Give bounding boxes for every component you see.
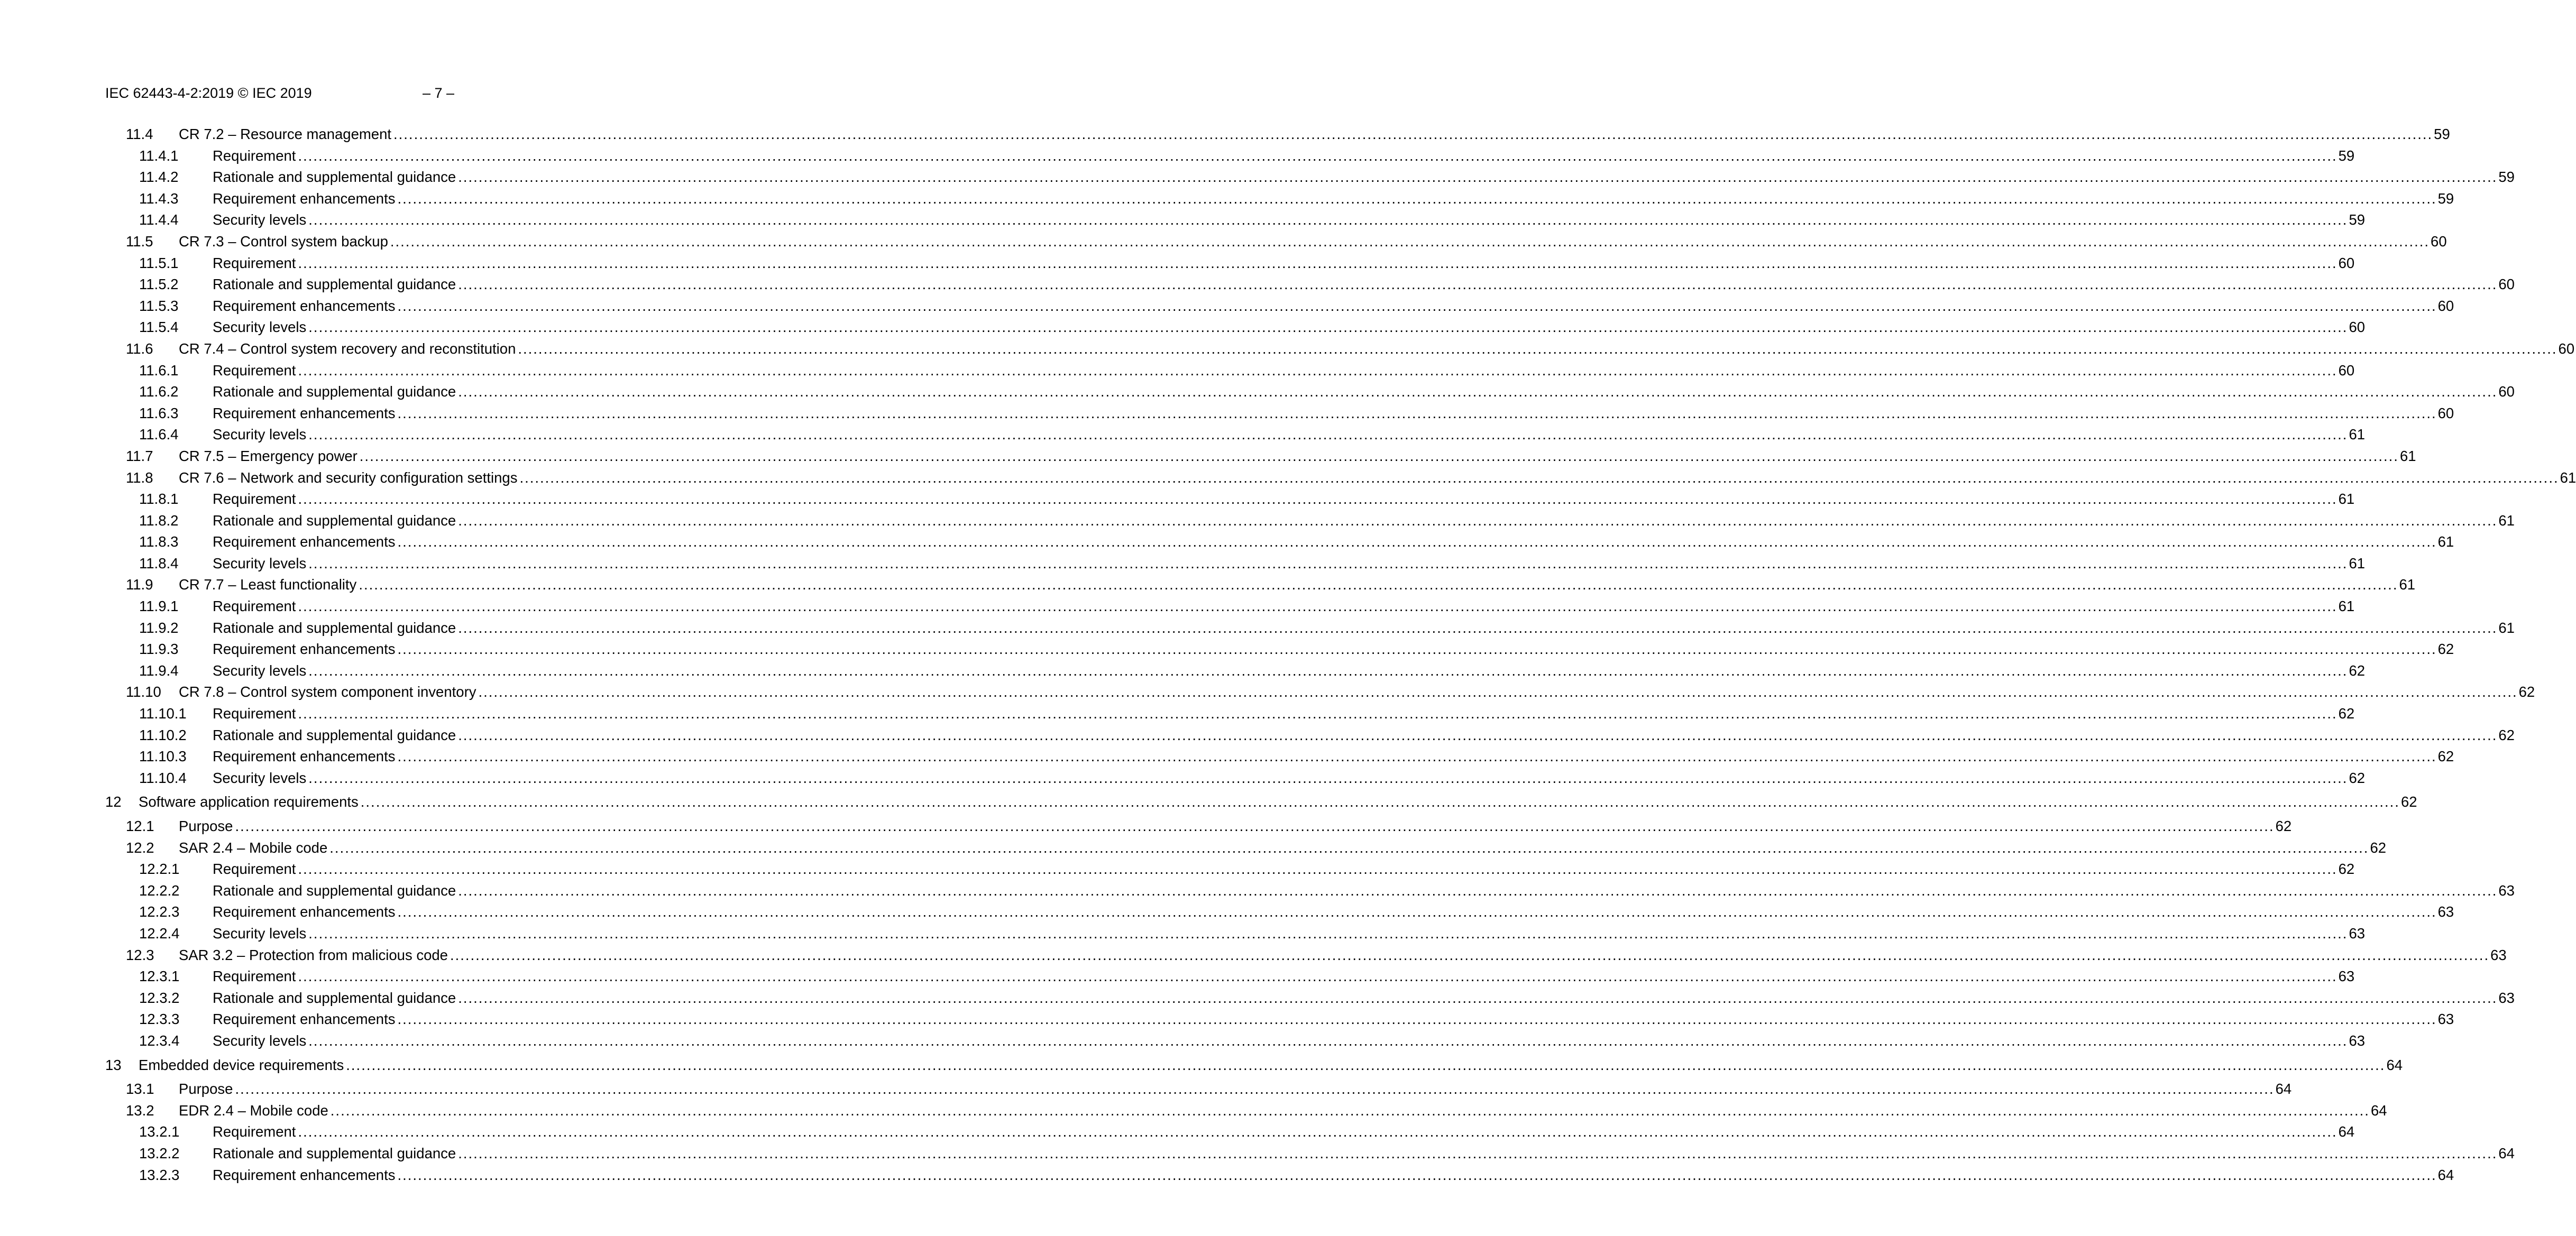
dot-leader: ................................................................................................................................................................................................................................................................................................................................................................................................................ — [298, 491, 2337, 508]
toc-entry-leader-line — [213, 488, 2355, 510]
page-number: – 7 – — [423, 85, 455, 101]
dot-leader: ................................................................................................................................................................................................................................................................................................................................................................................................................ — [458, 619, 2498, 636]
toc-entry-page: 60 — [2431, 233, 2447, 250]
toc-entry[interactable] — [0, 188, 2454, 210]
toc-entry-page: 62 — [2349, 662, 2366, 679]
toc-entry-title[interactable]: Rationale and supplemental guidance — [213, 725, 458, 746]
toc-entry-title[interactable]: CR 7.7 – Least functionality — [179, 574, 359, 596]
toc-entry-title[interactable]: Software application requirements — [139, 791, 361, 813]
toc-entry-number: 11.4 — [126, 126, 153, 142]
toc-entry-number: 12.3 — [126, 946, 154, 963]
toc-entry-title[interactable]: Rationale and supplemental guidance — [213, 167, 458, 188]
toc-entry-title[interactable]: Requirement enhancements — [213, 746, 397, 768]
toc-entry[interactable] — [0, 966, 2355, 988]
toc-entry-page: 61 — [2349, 426, 2366, 443]
dot-leader: ................................................................................................................................................................................................................................................................................................................................................................................................................ — [458, 383, 2498, 400]
toc-entry-number: 12.2.2 — [139, 882, 180, 899]
toc-entry-leader-line — [179, 837, 2387, 859]
toc-entry-number: 11.9 — [126, 576, 153, 593]
dot-leader: ................................................................................................................................................................................................................................................................................................................................................................................................................ — [298, 861, 2337, 878]
toc-entry[interactable] — [0, 167, 2515, 188]
toc-entry-title[interactable]: Security levels — [213, 209, 308, 231]
toc-entry-page: 59 — [2434, 126, 2450, 142]
toc-entry-leader-line — [179, 338, 2575, 360]
toc-entry-leader-line — [213, 317, 2366, 338]
toc-entry-leader-line — [213, 768, 2366, 789]
toc-entry-number: 11.8.2 — [139, 512, 179, 529]
toc-entry-number: 11.6.4 — [139, 426, 179, 443]
toc-entry[interactable] — [0, 424, 2366, 446]
dot-leader: ................................................................................................................................................................................................................................................................................................................................................................................................................ — [298, 147, 2337, 164]
toc-entry-page: 61 — [2498, 512, 2515, 529]
toc-entry-number: 11.6.3 — [139, 404, 179, 421]
toc-entry-page: 61 — [2399, 447, 2416, 464]
toc-entry-page: 63 — [2349, 1032, 2366, 1049]
toc-entry-page: 62 — [2275, 818, 2292, 834]
toc-entry-title[interactable]: Requirement — [213, 596, 298, 617]
toc-entry-number: 11.5.3 — [139, 297, 179, 314]
toc-entry[interactable] — [0, 746, 2454, 768]
toc-entry-leader-line — [213, 966, 2355, 988]
toc-entry-page: 62 — [2498, 726, 2515, 743]
toc-entry-leader-line — [213, 510, 2515, 532]
toc-entry-leader-line — [179, 231, 2447, 253]
toc-entry-number: 12.2.1 — [139, 861, 180, 878]
toc-entry-title[interactable]: Security levels — [213, 1030, 308, 1052]
toc-entry-page: 60 — [2437, 297, 2454, 314]
toc-entry-page: 64 — [2386, 1056, 2403, 1073]
toc-entry-leader-line — [213, 274, 2515, 296]
toc-entry[interactable] — [0, 1143, 2515, 1165]
toc-entry-leader-line — [213, 639, 2454, 660]
dot-leader: ................................................................................................................................................................................................................................................................................................................................................................................................................ — [397, 190, 2437, 207]
toc-entry-number: 11.10.3 — [139, 748, 187, 765]
dot-leader: ................................................................................................................................................................................................................................................................................................................................................................................................................ — [308, 662, 2348, 679]
toc-entry-page: 62 — [2349, 769, 2366, 786]
toc-entry-title[interactable]: Embedded device requirements — [139, 1055, 346, 1076]
toc-entry-number: 11.10 — [126, 684, 161, 700]
toc-entry-page: 59 — [2338, 147, 2355, 164]
toc-entry-number: 11.5 — [126, 233, 153, 250]
toc-entry-title[interactable]: Requirement — [213, 1121, 298, 1143]
dot-leader: ................................................................................................................................................................................................................................................................................................................................................................................................................ — [519, 469, 2559, 486]
toc-entry-number: 11.4.3 — [139, 190, 179, 207]
toc-entry-page: 60 — [2498, 383, 2515, 400]
toc-entry-title[interactable]: Rationale and supplemental guidance — [213, 617, 458, 639]
toc-entry-number: 11.4.4 — [139, 211, 179, 228]
toc-entry-leader-line — [213, 553, 2366, 575]
toc-entry-leader-line — [213, 901, 2454, 923]
toc-entry-title[interactable]: Requirement enhancements — [213, 639, 397, 660]
toc-entry-title[interactable]: Requirement — [213, 966, 298, 988]
toc-entry[interactable] — [0, 1100, 2387, 1122]
toc-entry-leader-line — [213, 403, 2454, 425]
toc-entry[interactable] — [0, 274, 2515, 296]
dot-leader: ................................................................................................................................................................................................................................................................................................................................................................................................................ — [359, 447, 2399, 464]
toc-entry-number: 11.8.1 — [139, 491, 179, 508]
dot-leader: ................................................................................................................................................................................................................................................................................................................................................................................................................ — [308, 555, 2348, 571]
toc-entry-number: 12.3.2 — [139, 989, 180, 1006]
toc-entry-leader-line — [213, 859, 2355, 880]
toc-entry[interactable] — [0, 553, 2366, 575]
toc-entry[interactable] — [0, 1165, 2454, 1186]
toc-entry[interactable] — [0, 923, 2366, 945]
toc-entry[interactable] — [0, 1078, 2292, 1100]
toc-entry-number: 13 — [105, 1056, 122, 1073]
dot-leader: ................................................................................................................................................................................................................................................................................................................................................................................................................ — [298, 254, 2337, 271]
toc-entry-title[interactable]: Requirement enhancements — [213, 1165, 397, 1186]
toc-entry[interactable] — [0, 317, 2366, 338]
toc-entry-leader-line — [179, 681, 2535, 703]
toc-entry-page: 62 — [2518, 684, 2535, 700]
toc-entry-leader-line — [213, 1165, 2454, 1186]
toc-entry-leader-line — [179, 574, 2416, 596]
toc-entry-page: 64 — [2437, 1166, 2454, 1183]
toc-entry-title[interactable]: Requirement — [213, 253, 298, 274]
toc-entry-title[interactable]: CR 7.5 – Emergency power — [179, 446, 360, 467]
toc-entry-number: 11.6.2 — [139, 383, 179, 400]
dot-leader: ................................................................................................................................................................................................................................................................................................................................................................................................................ — [393, 126, 2433, 142]
toc-entry-number: 11.9.4 — [139, 662, 179, 679]
toc-entry-number: 11.4.1 — [139, 147, 179, 164]
dot-leader: ................................................................................................................................................................................................................................................................................................................................................................................................................ — [458, 989, 2498, 1006]
toc-entry[interactable] — [0, 768, 2366, 789]
dot-leader: ................................................................................................................................................................................................................................................................................................................................................................................................................ — [397, 404, 2437, 421]
page-header — [105, 85, 455, 102]
toc-entry-page: 61 — [2560, 469, 2576, 486]
toc-entry[interactable] — [0, 446, 2416, 467]
toc-entry-leader-line — [213, 1143, 2515, 1165]
toc-entry-leader-line — [213, 296, 2454, 317]
toc-entry-leader-line — [213, 1009, 2454, 1030]
toc-entry-number: 12.2.3 — [139, 903, 180, 920]
toc-entry-number: 11.8.3 — [139, 533, 179, 550]
toc-entry[interactable] — [0, 360, 2355, 382]
toc-entry-title[interactable]: Rationale and supplemental guidance — [213, 880, 458, 902]
toc-entry[interactable] — [0, 791, 2417, 813]
toc-entry[interactable] — [0, 945, 2507, 966]
toc-entry[interactable] — [0, 574, 2416, 596]
toc-entry-title[interactable]: Purpose — [179, 816, 235, 837]
toc-entry-leader-line — [179, 124, 2450, 145]
toc-entry-leader-line — [213, 1030, 2366, 1052]
dot-leader: ................................................................................................................................................................................................................................................................................................................................................................................................................ — [397, 1166, 2437, 1183]
toc-entry[interactable] — [0, 510, 2515, 532]
toc-entry-title[interactable]: Requirement — [213, 145, 298, 167]
toc-entry-title[interactable]: Security levels — [213, 424, 308, 446]
toc-entry[interactable] — [0, 681, 2535, 703]
toc-entry-number: 13.2.3 — [139, 1166, 180, 1183]
dot-leader: ................................................................................................................................................................................................................................................................................................................................................................................................................ — [308, 1032, 2348, 1049]
toc-entry-page: 60 — [2437, 404, 2454, 421]
toc-entry-page: 61 — [2338, 491, 2355, 508]
toc-entry-leader-line — [213, 880, 2515, 902]
toc-entry[interactable] — [0, 403, 2454, 425]
toc-entry-number: 12.3.4 — [139, 1032, 180, 1049]
toc-entry-number: 11.8.4 — [139, 555, 179, 571]
toc-entry-page: 61 — [2338, 598, 2355, 615]
toc-entry-leader-line — [213, 746, 2454, 768]
standard-designation: IEC 62443-4-2:2019 © IEC 2019 — [105, 85, 312, 101]
toc-entry-title[interactable]: Rationale and supplemental guidance — [213, 381, 458, 403]
toc-entry[interactable] — [0, 988, 2515, 1009]
toc-entry-title[interactable]: Rationale and supplemental guidance — [213, 1143, 458, 1165]
toc-entry-page: 59 — [2498, 169, 2515, 186]
toc-entry-title[interactable]: SAR 3.2 – Protection from malicious code — [179, 945, 450, 966]
toc-entry-number: 11.9.3 — [139, 641, 179, 658]
dot-leader: ................................................................................................................................................................................................................................................................................................................................................................................................................ — [308, 769, 2348, 786]
toc-entry-leader-line — [213, 725, 2515, 746]
toc-entry-leader-line — [213, 360, 2355, 382]
toc-entry-page: 64 — [2498, 1145, 2515, 1161]
toc-entry-page: 62 — [2370, 839, 2387, 856]
toc-entry-leader-line — [213, 531, 2454, 553]
toc-entry-leader-line — [179, 446, 2416, 467]
toc-entry-number: 11.6.1 — [139, 362, 179, 379]
toc-entry-page: 62 — [2400, 794, 2417, 810]
toc-entry-page: 63 — [2338, 968, 2355, 985]
toc-entry-number: 12.3.3 — [139, 1011, 180, 1028]
toc-entry[interactable] — [0, 639, 2454, 660]
toc-entry[interactable] — [0, 596, 2355, 617]
toc-entry-leader-line — [213, 703, 2355, 725]
dot-leader: ................................................................................................................................................................................................................................................................................................................................................................................................................ — [397, 748, 2437, 765]
toc-entry-page: 62 — [2338, 705, 2355, 722]
toc-entry-page: 63 — [2498, 989, 2515, 1006]
toc-entry[interactable] — [0, 703, 2355, 725]
table-of-contents — [0, 124, 2576, 1186]
toc-entry[interactable] — [0, 859, 2355, 880]
toc-entry-title[interactable]: CR 7.6 – Network and security configuration settings — [179, 467, 519, 489]
toc-entry-title[interactable]: Security levels — [213, 923, 308, 945]
toc-entry[interactable] — [0, 837, 2387, 859]
dot-leader: ................................................................................................................................................................................................................................................................................................................................................................................................................ — [397, 1011, 2437, 1028]
toc-entry-title[interactable]: SAR 2.4 – Mobile code — [179, 837, 329, 859]
toc-entry-number: 11.4.2 — [139, 169, 179, 186]
toc-entry[interactable] — [0, 338, 2575, 360]
dot-leader: ................................................................................................................................................................................................................................................................................................................................................................................................................ — [346, 1056, 2386, 1073]
toc-entry[interactable] — [0, 660, 2366, 682]
toc-entry-number: 11.10.1 — [139, 705, 187, 722]
toc-entry[interactable] — [0, 531, 2454, 553]
toc-entry-title[interactable]: Requirement enhancements — [213, 1009, 397, 1030]
toc-entry-leader-line — [213, 209, 2366, 231]
dot-leader: ................................................................................................................................................................................................................................................................................................................................................................................................................ — [458, 1145, 2498, 1161]
toc-entry-leader-line — [139, 791, 2417, 813]
toc-entry-number: 11.6 — [126, 340, 153, 357]
toc-entry-title[interactable]: Purpose — [179, 1078, 235, 1100]
toc-entry-leader-line — [213, 988, 2515, 1009]
dot-leader: ................................................................................................................................................................................................................................................................................................................................................................................................................ — [329, 839, 2369, 856]
dot-leader: ................................................................................................................................................................................................................................................................................................................................................................................................................ — [298, 598, 2337, 615]
dot-leader: ................................................................................................................................................................................................................................................................................................................................................................................................................ — [359, 576, 2398, 593]
toc-entry-number: 12.1 — [126, 818, 154, 834]
dot-leader: ................................................................................................................................................................................................................................................................................................................................................................................................................ — [397, 641, 2437, 658]
toc-entry-number: 12 — [105, 794, 122, 810]
dot-leader: ................................................................................................................................................................................................................................................................................................................................................................................................................ — [308, 426, 2348, 443]
toc-entry-title[interactable]: Rationale and supplemental guidance — [213, 988, 458, 1009]
toc-entry-title[interactable]: Requirement enhancements — [213, 531, 397, 553]
toc-entry[interactable] — [0, 1055, 2403, 1076]
dot-leader: ................................................................................................................................................................................................................................................................................................................................................................................................................ — [308, 319, 2348, 336]
toc-entry-leader-line — [179, 467, 2576, 489]
toc-entry-page: 60 — [2338, 254, 2355, 271]
toc-entry-page: 64 — [2370, 1102, 2387, 1119]
toc-entry[interactable] — [0, 1121, 2355, 1143]
toc-entry-title[interactable]: Requirement enhancements — [213, 403, 397, 425]
toc-entry-title[interactable]: Requirement — [213, 488, 298, 510]
dot-leader: ................................................................................................................................................................................................................................................................................................................................................................................................................ — [308, 925, 2348, 942]
toc-entry-number: 11.5.2 — [139, 276, 179, 293]
dot-leader: ................................................................................................................................................................................................................................................................................................................................................................................................................ — [298, 968, 2337, 985]
dot-leader: ................................................................................................................................................................................................................................................................................................................................................................................................................ — [298, 1123, 2337, 1140]
toc-entry-leader-line — [179, 945, 2507, 966]
dot-leader: ................................................................................................................................................................................................................................................................................................................................................................................................................ — [458, 882, 2498, 899]
dot-leader: ................................................................................................................................................................................................................................................................................................................................................................................................................ — [298, 362, 2337, 379]
toc-entry-page: 61 — [2498, 619, 2515, 636]
toc-entry-page: 62 — [2437, 748, 2454, 765]
toc-entry-title[interactable]: Security levels — [213, 768, 308, 789]
toc-entry-page: 61 — [2437, 533, 2454, 550]
toc-entry[interactable] — [0, 725, 2515, 746]
toc-entry[interactable] — [0, 467, 2576, 489]
toc-entry-number: 12.2.4 — [139, 925, 180, 942]
toc-entry[interactable] — [0, 145, 2355, 167]
dot-leader: ................................................................................................................................................................................................................................................................................................................................................................................................................ — [235, 1081, 2275, 1097]
dot-leader: ................................................................................................................................................................................................................................................................................................................................................................................................................ — [458, 512, 2498, 529]
toc-entry-number: 11.10.4 — [139, 769, 187, 786]
toc-entry-leader-line — [213, 253, 2355, 274]
dot-leader: ................................................................................................................................................................................................................................................................................................................................................................................................................ — [298, 705, 2337, 722]
dot-leader: ................................................................................................................................................................................................................................................................................................................................................................................................................ — [450, 946, 2490, 963]
toc-entry-title[interactable]: CR 7.3 – Control system backup — [179, 231, 390, 253]
toc-entry-leader-line — [213, 660, 2366, 682]
toc-entry[interactable] — [0, 488, 2355, 510]
toc-entry-page: 61 — [2349, 555, 2366, 571]
dot-leader: ................................................................................................................................................................................................................................................................................................................................................................................................................ — [478, 684, 2518, 700]
dot-leader: ................................................................................................................................................................................................................................................................................................................................................................................................................ — [390, 233, 2430, 250]
toc-entry-page: 63 — [2490, 946, 2507, 963]
toc-entry-page: 60 — [2558, 340, 2575, 357]
dot-leader: ................................................................................................................................................................................................................................................................................................................................................................................................................ — [308, 211, 2348, 228]
toc-entry-page: 60 — [2349, 319, 2366, 336]
toc-entry-leader-line — [213, 167, 2515, 188]
toc-entry-number: 11.10.2 — [139, 726, 187, 743]
toc-entry-leader-line — [213, 1121, 2355, 1143]
toc-entry-page: 62 — [2437, 641, 2454, 658]
toc-entry-leader-line — [179, 816, 2292, 837]
toc-entry-leader-line — [213, 617, 2515, 639]
toc-entry[interactable] — [0, 381, 2515, 403]
toc-entry-title[interactable]: Security levels — [213, 553, 308, 575]
toc-entry-leader-line — [139, 1055, 2403, 1076]
toc-entry-page: 62 — [2338, 861, 2355, 878]
toc-entry[interactable] — [0, 1009, 2454, 1030]
toc-entry-leader-line — [179, 1078, 2292, 1100]
toc-entry-number: 13.2.1 — [139, 1123, 180, 1140]
toc-entry-leader-line — [213, 188, 2454, 210]
toc-entry[interactable] — [0, 209, 2366, 231]
toc-entry[interactable] — [0, 816, 2292, 837]
toc-entry-title[interactable]: Security levels — [213, 660, 308, 682]
toc-entry-page: 61 — [2399, 576, 2416, 593]
toc-entry[interactable] — [0, 124, 2450, 145]
toc-entry-page: 60 — [2498, 276, 2515, 293]
toc-entry[interactable] — [0, 253, 2355, 274]
toc-entry-leader-line — [213, 145, 2355, 167]
toc-entry-number: 13.2 — [126, 1102, 154, 1119]
toc-entry-page: 63 — [2498, 882, 2515, 899]
toc-entry-title[interactable]: CR 7.8 – Control system component inventory — [179, 681, 478, 703]
toc-entry[interactable] — [0, 296, 2454, 317]
toc-entry-title[interactable]: Rationale and supplemental guidance — [213, 274, 458, 296]
toc-entry-number: 11.8 — [126, 469, 153, 486]
toc-entry-page: 64 — [2338, 1123, 2355, 1140]
toc-entry-page: 63 — [2437, 1011, 2454, 1028]
toc-entry-number: 12.2 — [126, 839, 154, 856]
toc-entry-title[interactable]: Requirement — [213, 360, 298, 382]
toc-entry-leader-line — [213, 381, 2515, 403]
toc-entry-title[interactable]: EDR 2.4 – Mobile code — [179, 1100, 331, 1122]
toc-entry-page: 63 — [2349, 925, 2366, 942]
toc-entry-number: 13.1 — [126, 1081, 154, 1097]
toc-entry-page: 63 — [2437, 903, 2454, 920]
toc-entry-number: 12.3.1 — [139, 968, 180, 985]
dot-leader: ................................................................................................................................................................................................................................................................................................................................................................................................................ — [397, 533, 2437, 550]
dot-leader: ................................................................................................................................................................................................................................................................................................................................................................................................................ — [458, 726, 2498, 743]
toc-entry-title[interactable]: Security levels — [213, 317, 308, 338]
toc-entry-title[interactable]: Requirement enhancements — [213, 901, 397, 923]
toc-entry-number: 11.5.4 — [139, 319, 179, 336]
toc-entry-number: 11.9.1 — [139, 598, 179, 615]
dot-leader: ................................................................................................................................................................................................................................................................................................................................................................................................................ — [518, 340, 2557, 357]
dot-leader: ................................................................................................................................................................................................................................................................................................................................................................................................................ — [458, 276, 2498, 293]
toc-entry-number: 11.5.1 — [139, 254, 179, 271]
dot-leader: ................................................................................................................................................................................................................................................................................................................................................................................................................ — [235, 818, 2275, 834]
toc-entry-title[interactable]: CR 7.2 – Resource management — [179, 124, 393, 145]
dot-leader: ................................................................................................................................................................................................................................................................................................................................................................................................................ — [397, 903, 2437, 920]
toc-entry-title[interactable]: Requirement — [213, 703, 298, 725]
toc-entry-title[interactable]: Requirement — [213, 859, 298, 880]
toc-entry-title[interactable]: Rationale and supplemental guidance — [213, 510, 458, 532]
toc-entry-number: 11.9.2 — [139, 619, 179, 636]
toc-entry-page: 64 — [2275, 1081, 2292, 1097]
toc-entry-title[interactable]: Requirement enhancements — [213, 188, 397, 210]
toc-entry[interactable] — [0, 1030, 2366, 1052]
dot-leader: ................................................................................................................................................................................................................................................................................................................................................................................................................ — [397, 297, 2437, 314]
toc-entry-number: 11.7 — [126, 447, 153, 464]
toc-entry-title[interactable]: Requirement enhancements — [213, 296, 397, 317]
toc-entry-leader-line — [213, 596, 2355, 617]
toc-entry-page: 60 — [2338, 362, 2355, 379]
toc-entry-page: 59 — [2349, 211, 2366, 228]
toc-entry-number: 13.2.2 — [139, 1145, 180, 1161]
dot-leader: ................................................................................................................................................................................................................................................................................................................................................................................................................ — [360, 794, 2400, 810]
dot-leader: ................................................................................................................................................................................................................................................................................................................................................................................................................ — [458, 169, 2498, 186]
toc-entry[interactable] — [0, 880, 2515, 902]
dot-leader: ................................................................................................................................................................................................................................................................................................................................................................................................................ — [330, 1102, 2370, 1119]
toc-entry-page: 59 — [2437, 190, 2454, 207]
toc-entry[interactable] — [0, 901, 2454, 923]
toc-entry[interactable] — [0, 617, 2515, 639]
toc-entry-leader-line — [179, 1100, 2387, 1122]
toc-entry-leader-line — [213, 424, 2366, 446]
toc-entry[interactable] — [0, 231, 2447, 253]
toc-entry-leader-line — [213, 923, 2366, 945]
toc-entry-title[interactable]: CR 7.4 – Control system recovery and reconstitution — [179, 338, 518, 360]
